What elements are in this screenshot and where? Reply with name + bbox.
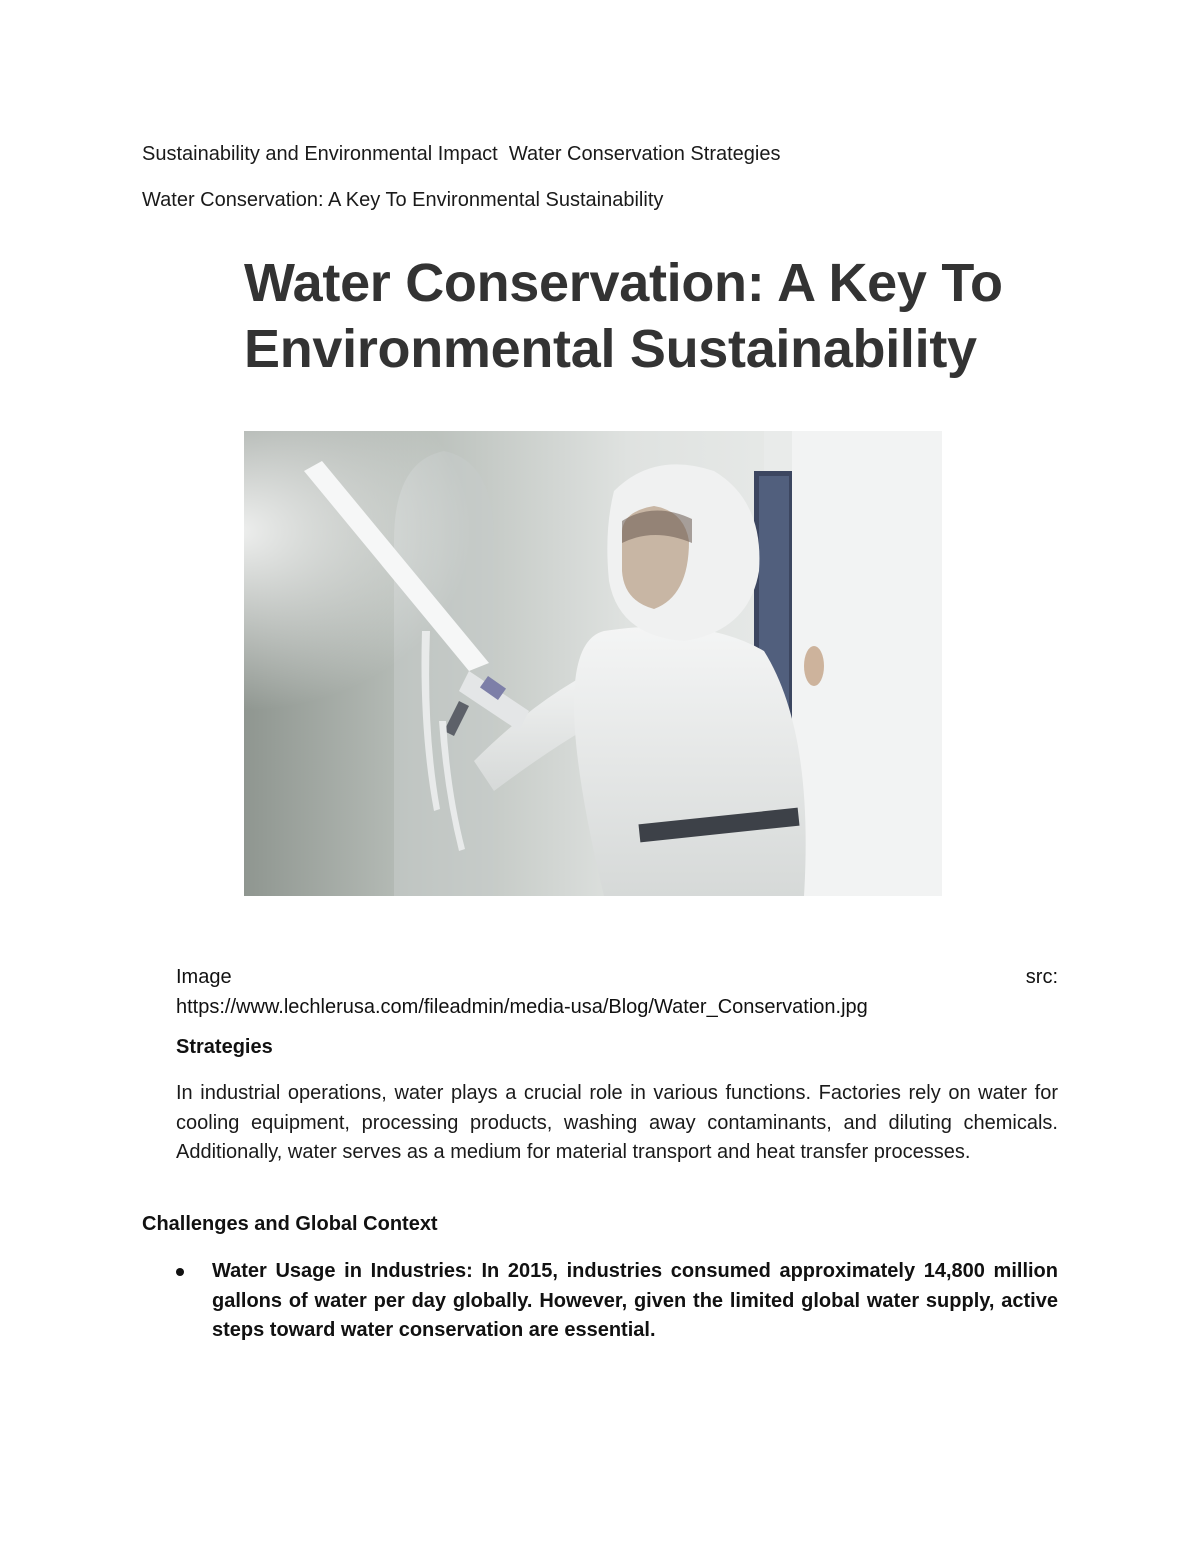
hero-photo — [244, 431, 942, 896]
breadcrumb-article[interactable]: Water Conservation: A Key To Environmental Sustainability — [142, 189, 664, 211]
breadcrumb-subcategory[interactable]: Water Conservation Strategies — [508, 143, 781, 165]
breadcrumb-category[interactable]: Sustainability and Environmental Impact — [142, 143, 498, 165]
image-caption — [176, 962, 1058, 1022]
strategies-paragraph: In industrial operations, water plays a crucial role in various functions. Factories rely on water for cooling equipment, processing products, washing away contaminants, and diluting chemicals. Additionally, water serves as a medium for material transport and heat transfer processes. — [176, 1082, 1058, 1163]
challenges-list — [176, 1257, 1058, 1346]
caption-src-label: src: — [1025, 966, 1058, 988]
page-title-line1: Water Conservation: A Key To — [244, 253, 1003, 313]
list-item-text: Water Usage in Industries: In 2015, industries consumed approximately 14,800 million gallons of water per day globally. However, given the limited global water supply, active steps toward water conservation are essential. — [212, 1260, 1058, 1341]
strategies-heading: Strategies — [176, 1036, 273, 1058]
caption-label: Image — [176, 966, 232, 988]
breadcrumb — [142, 143, 780, 166]
challenges-heading: Challenges and Global Context — [142, 1213, 438, 1235]
page-title-line2: Environmental Sustainability — [244, 319, 977, 379]
page-title — [244, 250, 1044, 382]
caption-url-link[interactable]: https://www.lechlerusa.com/fileadmin/media-usa/Blog/Water_Conservation.jpg — [176, 996, 868, 1018]
bullet-icon — [176, 1268, 184, 1276]
list-item — [176, 1257, 1058, 1346]
